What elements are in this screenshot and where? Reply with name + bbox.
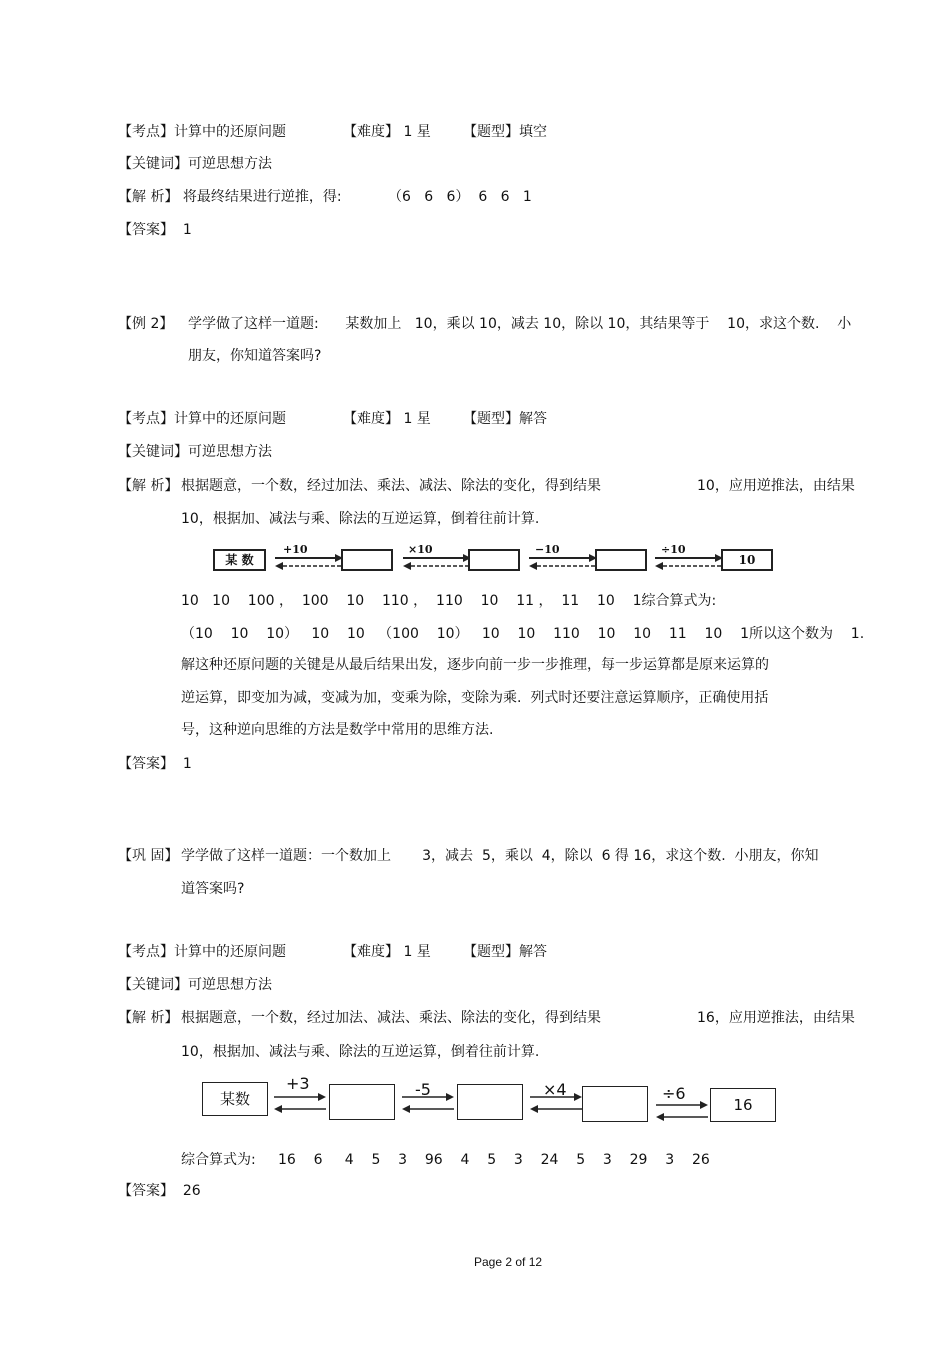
example-label: 【例 2】 [118,316,174,332]
calc-line-1: 10 10 100 ， 100 10 110 ， 110 10 11 ， 11 10 1综合算式为: [181,593,717,609]
arrow-pair-icon [273,553,345,571]
kaodian: 【考点】计算中的还原问题 [118,411,286,427]
note-line-3: 号，这种逆向思维的方法是数学中常用的思维方法. [181,722,494,738]
op-label: ÷6 [662,1084,686,1103]
kaodian: 【考点】计算中的还原问题 [118,124,286,140]
guanjianci: 【关键词】可逆思想方法 [118,977,272,993]
jiexi-text-2: 10，根据加、减法与乘、除法的互逆运算，倒着往前计算. [181,1044,540,1060]
reverse-flow-diagram [202,1076,778,1124]
example-question-line2: 朋友，你知道答案吗? [188,348,322,364]
guanjianci: 【关键词】可逆思想方法 [118,444,272,460]
consolidate-label: 【巩 固】 [118,848,179,864]
arrow-pair-icon [528,1092,584,1114]
empty-box [341,549,393,571]
tixing: 【题型】填空 [463,124,547,140]
page-number: Page 2 of 12 [474,1255,543,1269]
empty-box [329,1084,395,1120]
op-label: -5 [415,1080,431,1099]
arrow-pair-icon [272,1092,328,1114]
empty-box [582,1086,648,1122]
arrow-pair-icon [400,1092,456,1114]
answer: 【答案】 1 [118,756,192,772]
note-line-2: 逆运算，即变加为减，变减为加，变乘为除，变除为乘. 列式时还要注意运算顺序，正确使用括 [181,690,769,706]
answer: 【答案】 1 [118,222,192,238]
op-label: ×10 [408,543,433,556]
jiexi-text: 根据题意，一个数，经过加法、乘法、减法、除法的变化，得到结果 [181,478,601,494]
jiexi-text-2: 10，根据加、减法与乘、除法的互逆运算，倒着往前计算. [181,511,540,527]
arrow-pair-icon [401,553,473,571]
end-box: 10 [721,549,773,571]
op-label: −10 [535,543,560,556]
answer: 【答案】 26 [118,1183,201,1199]
empty-box [468,549,520,571]
arrow-pair-icon [653,553,725,571]
consolidate-question-line2: 道答案吗? [181,881,245,897]
op-label: ×4 [543,1080,567,1099]
jiexi-label: 【解 析】 [118,478,179,494]
example-question-line1: 学学做了这样一道题: 某数加上 10，乘以 10，减去 10，除以 10，其结果等于 10，求这个数. 小 [188,316,852,332]
jiexi-text-b: 10，应用逆推法，由结果 [697,478,855,494]
op-label: +3 [286,1074,310,1093]
start-box: 某数 [202,1082,268,1116]
arrow-pair-icon [527,553,599,571]
start-box: 某 数 [213,549,266,571]
arrow-pair-icon [654,1100,710,1122]
reverse-flow-diagram [213,543,773,575]
end-box: 16 [710,1088,776,1122]
calc-line-2: （10 10 10） 10 10 （100 10） 10 10 110 10 10 11 10 1所以这个数为 1. [181,626,865,642]
op-label: ÷10 [661,543,686,556]
empty-box [595,549,647,571]
guanjianci: 【关键词】可逆思想方法 [118,156,272,172]
formula: （6 6 6） 6 6 1 [388,189,532,205]
kaodian: 【考点】计算中的还原问题 [118,944,286,960]
consolidate-question-line1: 学学做了这样一道题：一个数加上 3，减去 5，乘以 4，除以 6 得 16，求这个数. 小朋友，你知 [181,848,819,864]
tixing: 【题型】解答 [463,411,547,427]
note-line-1: 解这种还原问题的关键是从最后结果出发，逐步向前一步一步推理，每一步运算都是原来运算的 [181,657,769,673]
nandu: 【难度】 1 星 [343,944,431,960]
jiexi: 【解 析】 将最终结果进行逆推，得: [118,189,342,205]
jiexi-text: 根据题意，一个数，经过加法、减法、乘法、除法的变化，得到结果 [181,1010,601,1026]
nandu: 【难度】 1 星 [343,411,431,427]
jiexi-label: 【解 析】 [118,1010,179,1026]
nandu: 【难度】 1 星 [343,124,431,140]
jiexi-text-b: 16，应用逆推法，由结果 [697,1010,855,1026]
op-label: +10 [283,543,308,556]
tixing: 【题型】解答 [463,944,547,960]
calc-line: 综合算式为: 16 6 4 5 3 96 4 5 3 24 5 3 29 3 26 [181,1152,710,1168]
empty-box [457,1084,523,1120]
